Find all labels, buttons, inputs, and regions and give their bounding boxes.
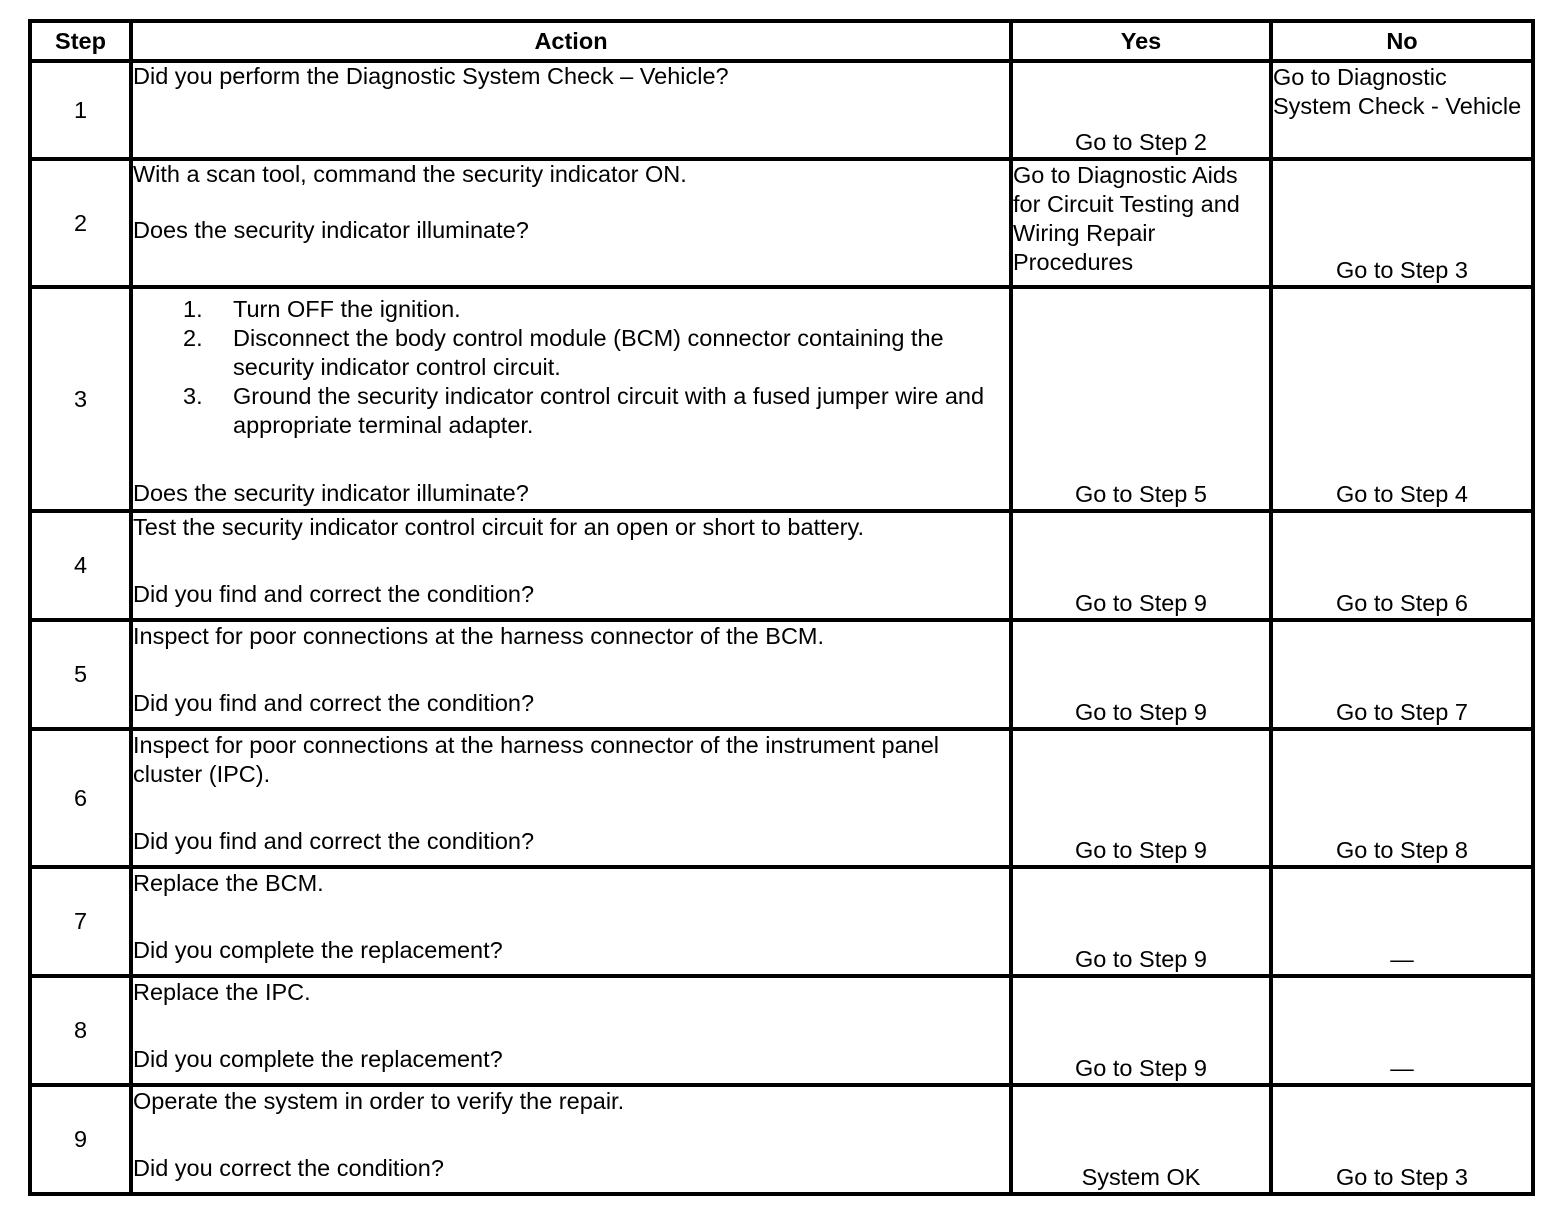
- table-row: [30, 61, 1533, 159]
- step-number: 7: [30, 867, 131, 976]
- yes-cell: Go to Step 9: [1011, 620, 1271, 729]
- yes-cell: Go to Diagnostic Aids for Circuit Testing and Wiring Repair Procedures: [1011, 159, 1271, 287]
- table-row: [30, 976, 1533, 1085]
- step-number: 6: [30, 729, 131, 867]
- action-question: Did you complete the replacement?: [133, 1046, 503, 1072]
- step-number: 3: [30, 287, 131, 511]
- action-question: Did you find and correct the condition?: [133, 581, 535, 607]
- table-row: [30, 159, 1533, 287]
- action-text: With a scan tool, command the security indicator ON.: [133, 161, 687, 187]
- action-question: Did you correct the condition?: [133, 1155, 444, 1181]
- action-cell: [131, 61, 1011, 159]
- action-step-item: 2. Disconnect the body control module (BCM) connector containing the security indicator control circuit.: [183, 325, 944, 380]
- header-yes: Yes: [1011, 21, 1271, 61]
- action-step-item: 1. Turn OFF the ignition.: [183, 296, 461, 322]
- action-question: Does the security indicator illuminate?: [133, 217, 529, 243]
- step-number: 9: [30, 1085, 131, 1194]
- action-step-item: 3. Ground the security indicator control circuit with a fused jumper wire and appropriate terminal adapter.: [183, 383, 985, 438]
- no-cell: Go to Step 7: [1271, 620, 1533, 729]
- yes-cell: Go to Step 5: [1011, 287, 1271, 511]
- action-cell: [131, 729, 1011, 867]
- no-cell: —: [1271, 867, 1533, 976]
- action-text: Inspect for poor connections at the harness connector of the instrument panel cluster (IPC).: [133, 732, 940, 787]
- action-question: Did you find and correct the condition?: [133, 828, 535, 854]
- step-number: 8: [30, 976, 131, 1085]
- yes-cell: Go to Step 2: [1011, 61, 1271, 159]
- action-text: Inspect for poor connections at the harness connector of the BCM.: [133, 623, 825, 649]
- table-row: [30, 867, 1533, 976]
- no-cell: Go to Step 4: [1271, 287, 1533, 511]
- action-text: Replace the IPC.: [133, 979, 311, 1005]
- action-text: Replace the BCM.: [133, 870, 324, 896]
- table-row: [30, 620, 1533, 729]
- action-question: Did you complete the replacement?: [133, 937, 503, 963]
- action-step-list: [133, 295, 1009, 440]
- header-row: [30, 21, 1533, 61]
- yes-cell: Go to Step 9: [1011, 867, 1271, 976]
- header-action: Action: [131, 21, 1011, 61]
- table-row: [30, 1085, 1533, 1194]
- table-row: [30, 287, 1533, 511]
- yes-cell: System OK: [1011, 1085, 1271, 1194]
- action-cell: [131, 867, 1011, 976]
- table-row: [30, 729, 1533, 867]
- action-text: Test the security indicator control circuit for an open or short to battery.: [133, 514, 865, 540]
- no-cell: Go to Step 3: [1271, 159, 1533, 287]
- no-cell: —: [1271, 976, 1533, 1085]
- action-text: Operate the system in order to verify the repair.: [133, 1088, 625, 1114]
- step-number: 2: [30, 159, 131, 287]
- action-question: Does the security indicator illuminate?: [133, 480, 529, 506]
- yes-cell: Go to Step 9: [1011, 729, 1271, 867]
- action-cell: [131, 1085, 1011, 1194]
- no-cell: Go to Diagnostic System Check - Vehicle: [1271, 61, 1533, 159]
- no-cell: Go to Step 6: [1271, 511, 1533, 620]
- no-cell: Go to Step 3: [1271, 1085, 1533, 1194]
- step-number: 4: [30, 511, 131, 620]
- step-number: 1: [30, 61, 131, 159]
- yes-cell: Go to Step 9: [1011, 511, 1271, 620]
- header-no: No: [1271, 21, 1533, 61]
- action-text: Did you perform the Diagnostic System Check – Vehicle?: [133, 63, 729, 89]
- yes-cell: Go to Step 9: [1011, 976, 1271, 1085]
- action-cell: [131, 159, 1011, 287]
- diagnostic-table: [28, 19, 1535, 1196]
- action-cell: [131, 287, 1011, 511]
- header-step: Step: [30, 21, 131, 61]
- action-cell: [131, 976, 1011, 1085]
- action-cell: [131, 620, 1011, 729]
- action-question: Did you find and correct the condition?: [133, 690, 535, 716]
- diagnostic-table-container: [28, 19, 1535, 1196]
- step-number: 5: [30, 620, 131, 729]
- table-row: [30, 511, 1533, 620]
- action-cell: [131, 511, 1011, 620]
- no-cell: Go to Step 8: [1271, 729, 1533, 867]
